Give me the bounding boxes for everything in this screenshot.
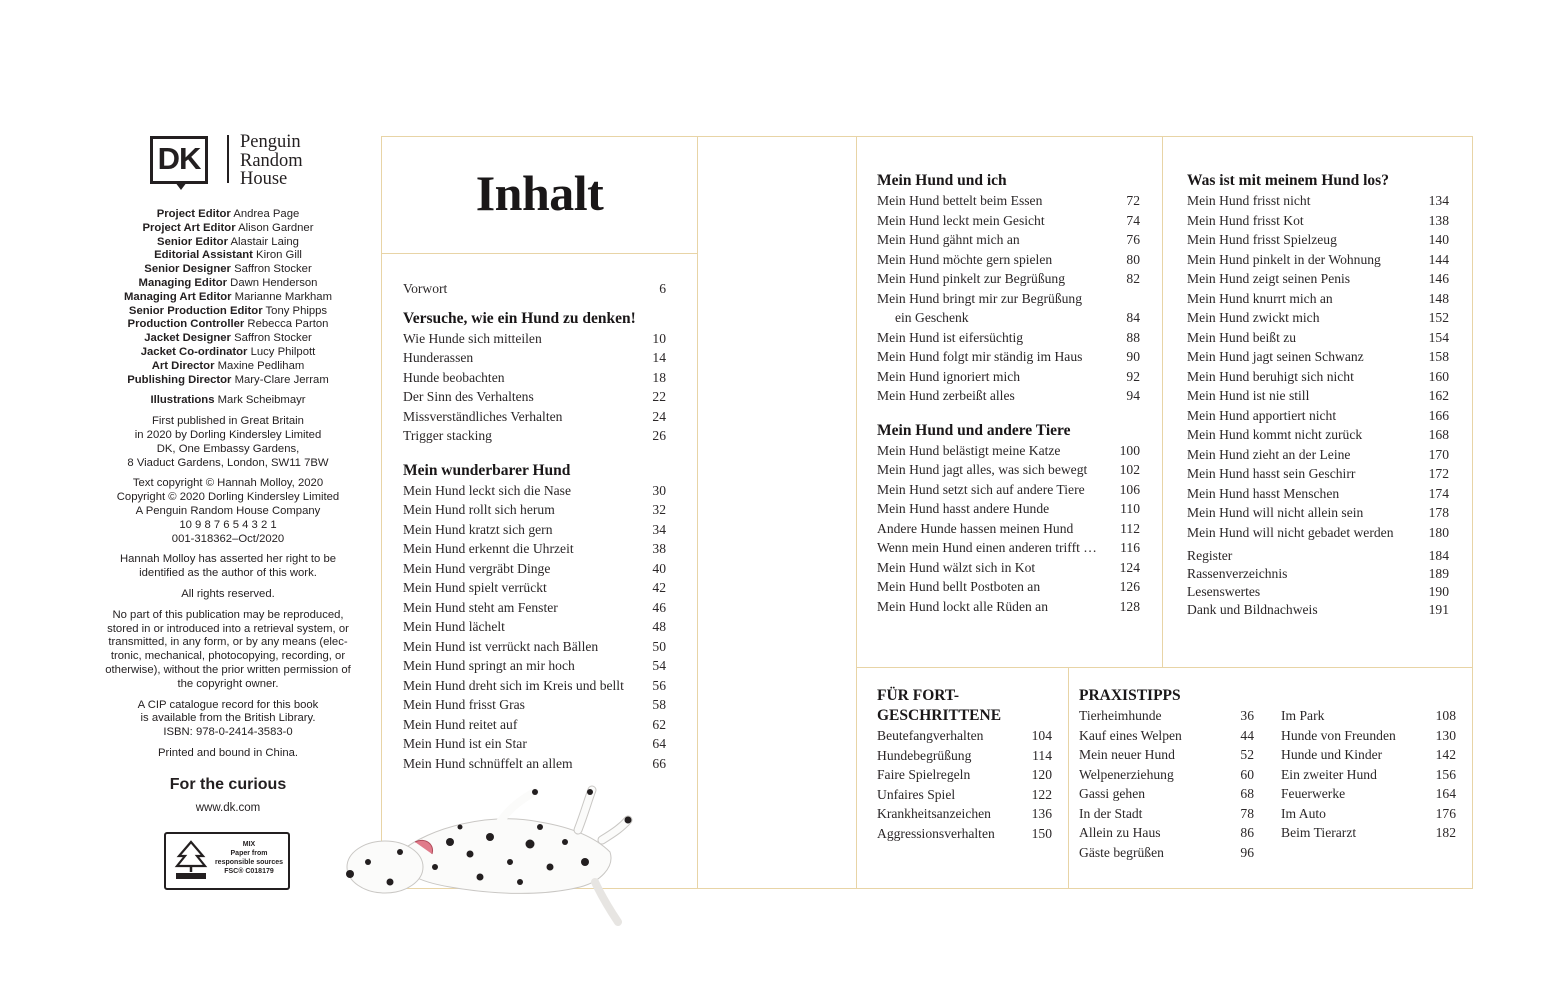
dk-prh-logo [150,133,320,189]
toc-entry[interactable]: Mein Hund setzt sich auf andere Tiere 106 [877,481,1140,497]
toc-section [403,461,666,774]
section-heading-mein-hund-und-andere-tiere: Mein Hund und andere Tiere [877,421,1071,439]
toc-entry[interactable]: Gassi gehen 68 [1079,786,1254,801]
toc-entry[interactable]: Register 184 [1187,548,1449,563]
credit-row: Publishing Director Mary-Clare Jerram [127,373,329,386]
toc-entry[interactable]: Mein Hund hasst sein Geschirr 172 [1187,466,1449,481]
penguin-random-house-wordmark: Penguin Random House [240,132,303,189]
toc-tips-left [1079,686,1254,862]
dalmatian-illustration [340,782,650,932]
toc-entry[interactable]: Welpenerziehung 60 [1079,766,1254,782]
dk-logo-mark: DK [150,136,208,184]
toc-column-2 [877,171,1140,616]
toc-entry[interactable]: Unfaires Spiel 122 [877,786,1052,802]
section-heading-was-ist-los: Was ist mit meinem Hund los? [1187,172,1389,189]
toc-entry-foreword[interactable]: Vorwort 6 [403,281,666,296]
credit-row: Managing Editor Dawn Henderson [138,276,318,289]
toc-entry[interactable]: Mein Hund beißt zu 154 [1187,329,1449,345]
toc-entry[interactable]: Mein Hund bringt mir zur Begrüßung [877,290,1083,306]
toc-entry[interactable]: In der Stadt 78 [1079,805,1254,821]
imprint-credits [98,208,358,815]
credit-row: Art Director Maxine Pedliham [151,359,305,372]
staff-credit-list [98,208,358,387]
toc-entry[interactable]: Beutefangverhalten 104 [877,728,1052,743]
toc-entry[interactable]: Mein Hund leckt sich die Nase 30 [403,482,666,498]
toc-entry[interactable]: Mein Hund apportiert nicht 166 [1187,407,1449,423]
toc-entry[interactable]: ein Geschenk 84 [895,310,1140,325]
toc-entry[interactable]: Mein Hund erkennt die Uhrzeit 38 [403,541,666,556]
toc-section [877,171,1140,406]
toc-entry[interactable]: Mein Hund springt an mir hoch 54 [403,658,666,673]
toc-column-1-sections [403,309,666,774]
credit-row: Senior Production Editor Tony Phipps [128,304,328,317]
toc-entry[interactable]: Im Park 108 [1281,708,1456,723]
credit-row: Managing Art Editor Marianne Markham [124,290,332,303]
toc-entry[interactable]: Krankheitsanzeichen 136 [877,806,1052,821]
toc-entry[interactable]: Wie Hunde sich mitteilen 10 [403,330,666,346]
toc-entry[interactable]: Faire Spielregeln 120 [877,767,1052,782]
toc-tips-right [1281,706,1456,843]
toc-entry[interactable]: Wenn mein Hund einen anderen trifft … 116 [877,540,1140,555]
logo-divider [227,135,229,183]
toc-entry[interactable]: Mein neuer Hund 52 [1079,747,1254,762]
toc-entry[interactable]: Mein Hund kommt nicht zurück 168 [1187,427,1449,442]
credit-row: Production Controller Rebecca Parton [127,318,329,331]
toc-column-3-entries [1187,191,1449,542]
toc-entry[interactable]: Mein Hund gähnt mich an 76 [877,232,1140,247]
toc-entry[interactable]: Rassenverzeichnis 189 [1187,566,1449,581]
fsc-label-text: MIX Paper from responsible sources FSC® C018179 [214,841,284,875]
toc-entry[interactable]: Aggressionsverhalten 150 [877,825,1052,841]
toc-entry[interactable]: Mein Hund ignoriert mich 92 [877,368,1140,384]
toc-frame-gutter [697,136,857,889]
toc-entry[interactable]: Mein Hund knurrt mich an 148 [1187,290,1449,306]
toc-entry[interactable]: Mein Hund wälzt sich in Kot 124 [877,559,1140,575]
credit-row: Project Art Editor Alison Gardner [142,221,314,234]
toc-entry[interactable]: Hunde von Freunden 130 [1281,727,1456,743]
dalmatian-body [346,790,628,922]
toc-column-3 [1187,171,1449,619]
cip-record: A CIP catalogue record for this book is available from the British Library. ISBN: 978-0-2414-3583-0 [137,698,319,739]
toc-entry[interactable]: Mein Hund bettelt beim Essen 72 [877,193,1140,208]
toc-entry[interactable]: Mein Hund möchte gern spielen 80 [877,251,1140,267]
toc-appendix [1187,547,1449,619]
page-title: Inhalt [475,165,604,221]
toc-entry[interactable]: Mein Hund belästigt meine Katze 100 [877,442,1140,458]
toc-entry[interactable]: Gäste begrüßen 96 [1079,844,1254,860]
tips-entries-right [1281,706,1456,843]
toc-entry[interactable]: Mein Hund zieht an der Leine 170 [1187,446,1449,462]
toc-entry[interactable]: Mein Hund frisst Kot 138 [1187,212,1449,228]
credit-row: Jacket Designer Saffron Stocker [144,332,312,345]
toc-entry[interactable]: Mein Hund lockt alle Rüden an 128 [877,598,1140,614]
toc-entry[interactable]: Mein Hund folgt mir ständig im Haus 90 [877,349,1140,364]
toc-entry[interactable]: Im Auto 176 [1281,805,1456,821]
toc-entry[interactable]: Missverständliches Verhalten 24 [403,408,666,424]
advanced-entries [877,726,1052,843]
toc-entry[interactable]: Mein Hund jagt seinen Schwanz 158 [1187,349,1449,364]
toc-entry[interactable]: Lesenswertes 190 [1187,584,1449,599]
toc-entry[interactable]: Mein Hund beruhigt sich nicht 160 [1187,368,1449,384]
credit-row: Senior Editor Alastair Laing [157,235,299,248]
toc-entry[interactable]: Feuerwerke 164 [1281,786,1456,801]
tagline: For the curious [169,775,287,793]
toc-entry[interactable]: Ein zweiter Hund 156 [1281,766,1456,782]
toc-entry[interactable]: Mein Hund zeigt seinen Penis 146 [1187,271,1449,286]
author-assertion: Hannah Molloy has asserted her right to be identified as the author of this work. [119,553,337,580]
tips-heading: PRAXISTIPPS [1079,687,1181,704]
toc-entry[interactable]: Mein Hund vergräbt Dinge 40 [403,560,666,576]
toc-section [877,421,1140,617]
toc-entry[interactable]: Andere Hunde hassen meinen Hund 112 [877,520,1140,536]
section-heading-mein-wunderbarer-hund: Mein wunderbarer Hund [403,461,571,479]
toc-entry[interactable]: Mein Hund ist nie still 162 [1187,388,1449,403]
copyright-block: Text copyright © Hannah Molloy, 2020 Copyright © 2020 Dorling Kindersley Limited A Penguin Random House Company 10 9 8 7 6 5 4 3 2 1 001-318362–Oct/2020 [116,477,340,545]
section-heading-mein-hund-und-ich: Mein Hund und ich [877,172,1007,189]
toc-entry[interactable]: Mein Hund lächelt 48 [403,619,666,634]
toc-entry[interactable]: Hunderassen 14 [403,350,666,365]
fsc-tree-icon [174,839,208,881]
toc-entry[interactable]: Mein Hund zwickt mich 152 [1187,310,1449,325]
toc-column-2-sections [877,171,1140,616]
toc-entry[interactable]: Mein Hund pinkelt zur Begrüßung 82 [877,271,1140,286]
toc-entry[interactable]: Dank und Bildnachweis 191 [1187,602,1449,617]
toc-entry[interactable]: Allein zu Haus 86 [1079,825,1254,840]
toc-entry[interactable]: Mein Hund hasst andere Hunde 110 [877,501,1140,516]
toc-section [403,309,666,446]
toc-entry[interactable]: Mein Hund ist ein Star 64 [403,736,666,751]
toc-entry[interactable]: Mein Hund jagt alles, was sich bewegt 102 [877,462,1140,477]
toc-entry[interactable]: Mein Hund bellt Postboten an 126 [877,579,1140,594]
credit-row: Senior Designer Saffron Stocker [144,263,312,276]
reproduction-disclaimer: No part of this publication may be reproduced, stored in or introduced into a retrieval system, or transmitted, in any form, or by any means (elec- tronic, mechanical, photocopying, recording, or otherwise), without the prior written permission of the copyright owner. [105,608,351,690]
toc-entry[interactable]: Mein Hund leckt mein Gesicht 74 [877,212,1140,228]
toc-entry[interactable]: Mein Hund frisst nicht 134 [1187,193,1449,208]
toc-entry[interactable]: Mein Hund ist verrückt nach Bällen 50 [403,638,666,654]
credit-row: Jacket Co-ordinator Lucy Philpott [140,345,316,358]
toc-entry[interactable]: Mein Hund reitet auf 62 [403,716,666,732]
toc-entry[interactable]: Mein Hund frisst Gras 58 [403,697,666,712]
advanced-heading-line-2: GESCHRITTENE [877,707,1002,724]
toc-entry[interactable]: Mein Hund dreht sich im Kreis und bellt 56 [403,677,666,693]
toc-entry[interactable]: Tierheimhunde 36 [1079,708,1254,723]
website-link[interactable]: www.dk.com [195,801,261,814]
first-published-block: First published in Great Britain in 2020 by Dorling Kindersley Limited DK, One Embassy Gardens, 8 Viaduct Gardens, London, SW11 7BW [127,415,329,469]
toc-entry[interactable]: Mein Hund rollt sich herum 32 [403,502,666,517]
toc-entry[interactable]: Mein Hund ist eifersüchtig 88 [877,329,1140,345]
fsc-certification-logo [164,832,290,890]
toc-entry[interactable]: Mein Hund steht am Fenster 46 [403,599,666,615]
toc-entry[interactable]: Mein Hund will nicht allein sein 178 [1187,505,1449,520]
toc-entry[interactable]: Mein Hund frisst Spielzeug 140 [1187,232,1449,247]
printed-in: Printed and bound in China. [157,746,299,759]
toc-entry[interactable]: Hundebegrüßung 114 [877,747,1052,763]
toc-entry[interactable]: Mein Hund pinkelt in der Wohnung 144 [1187,251,1449,267]
toc-entry[interactable]: Mein Hund schnüffelt an allem 66 [403,755,666,771]
toc-entry[interactable]: Kauf eines Welpen 44 [1079,727,1254,743]
advanced-heading-line-1: FÜR FORT- [877,687,959,704]
tips-entries-left [1079,706,1254,862]
toc-entry[interactable]: Hunde und Kinder 142 [1281,747,1456,762]
credit-row: Project Editor Andrea Page [156,208,300,220]
credit-row: Editorial Assistant Kiron Gill [154,249,302,262]
toc-entry[interactable]: Mein Hund hasst Menschen 174 [1187,485,1449,501]
toc-advanced [877,686,1052,843]
toc-entry[interactable]: Mein Hund will nicht gebadet werden 180 [1187,524,1449,540]
toc-column-1 [403,279,666,773]
toc-entry[interactable]: Beim Tierarzt 182 [1281,825,1456,840]
toc-entry[interactable]: Der Sinn des Verhaltens 22 [403,389,666,404]
illustrations-credit: Illustrations Mark Scheibmayr [150,394,306,407]
toc-entry[interactable]: Mein Hund zerbeißt alles 94 [877,388,1140,403]
toc-entry[interactable]: Hunde beobachten 18 [403,369,666,385]
toc-entry[interactable]: Mein Hund kratzt sich gern 34 [403,521,666,537]
toc-entry[interactable]: Trigger stacking 26 [403,428,666,443]
toc-entry[interactable]: Mein Hund spielt verrückt 42 [403,580,666,595]
rights-statement: All rights reserved. [181,587,275,600]
section-heading-versuche-wie-ein-hund-zu-denken: Versuche, wie ein Hund zu denken! [403,309,636,327]
